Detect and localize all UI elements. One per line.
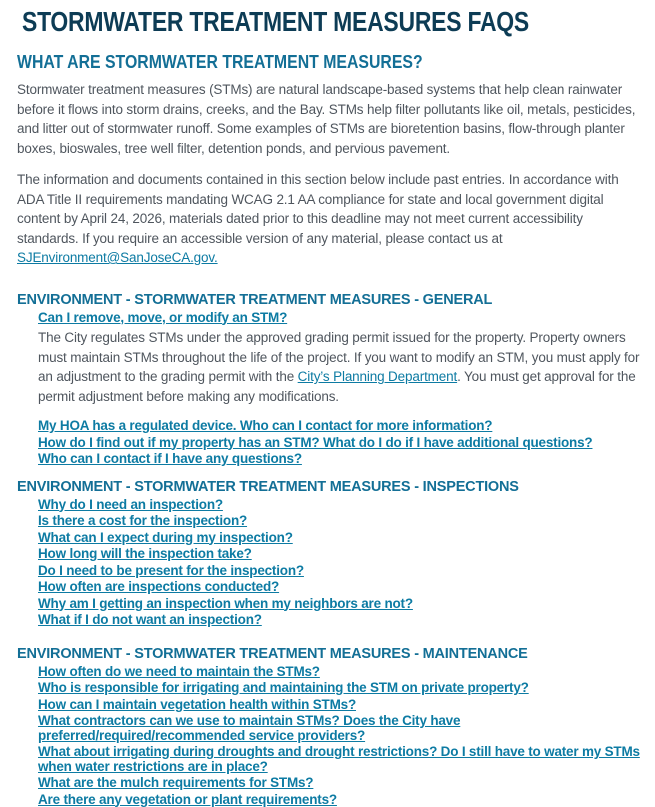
intro-paragraph-2-text: The information and documents contained in this section below include past entries. In accordance with ADA Title II requirements mandating WCAG 2.1 AA compliance for state and local government digital content by April 24, 2026, materials dated prior to this deadline may not meet current accessibility standards. If you require an accessible version of any material, please contact us at xyxy=(17,172,619,246)
section-general xyxy=(17,292,641,467)
intro-paragraph-2 xyxy=(17,170,641,268)
faq-question-link[interactable]: What can I expect during my inspection? xyxy=(38,531,641,546)
section-heading-inspections: ENVIRONMENT - STORMWATER TREATMENT MEASURES - INSPECTIONS xyxy=(17,479,641,496)
inspections-link-list xyxy=(38,498,641,628)
faq-question-link[interactable]: Who is responsible for irrigating and maintaining the STM on private property? xyxy=(38,681,641,696)
maintenance-link-list xyxy=(38,665,641,807)
faq-question-link[interactable]: What are the mulch requirements for STMs? xyxy=(38,776,641,791)
faq-question-link[interactable]: Do I need to be present for the inspection? xyxy=(38,564,641,579)
faq-question-link[interactable]: My HOA has a regulated device. Who can I contact for more information? xyxy=(38,419,641,434)
faq-question-link[interactable]: What contractors can we use to maintain STMs? Does the City have preferred/required/recommended service providers? xyxy=(38,714,641,743)
planning-department-link[interactable]: City’s Planning Department xyxy=(298,369,457,384)
general-link-list xyxy=(38,419,641,467)
faq-answer-text-after: . You must get approval for the permit adjustment before making any modifications. xyxy=(38,369,636,404)
intro-section xyxy=(17,38,641,268)
faq-question-link[interactable]: How often are inspections conducted? xyxy=(38,580,641,595)
faq-question-link[interactable]: Why am I getting an inspection when my neighbors are not? xyxy=(38,597,641,612)
section-inspections xyxy=(17,479,641,628)
faq-question-link[interactable]: How can I maintain vegetation health within STMs? xyxy=(38,698,641,713)
section-heading-general: ENVIRONMENT - STORMWATER TREATMENT MEASURES - GENERAL xyxy=(17,292,641,309)
faq-question-link[interactable]: How often do we need to maintain the STMs? xyxy=(38,665,641,680)
section-heading-maintenance: ENVIRONMENT - STORMWATER TREATMENT MEASURES - MAINTENANCE xyxy=(17,646,641,663)
faq-answer-text-before: The City regulates STMs under the approved grading permit issued for the property. Property owners must maintain STMs throughout the life of the project. If you want to modify an STM, you must apply for an adjustment to the grading permit with the xyxy=(38,330,639,384)
page-title: STORMWATER TREATMENT MEASURES FAQS xyxy=(22,6,529,38)
faq-answer xyxy=(38,328,641,406)
faq-question-link[interactable]: Who can I contact if I have any questions? xyxy=(38,452,641,467)
section-general-content xyxy=(38,311,641,467)
section-maintenance xyxy=(17,646,641,807)
faq-question-link[interactable]: Is there a cost for the inspection? xyxy=(38,514,641,529)
faq-question-link[interactable]: Why do I need an inspection? xyxy=(38,498,641,513)
email-link[interactable]: SJEnvironment@SanJoseCA.gov. xyxy=(17,250,218,265)
faq-question-link[interactable]: How long will the inspection take? xyxy=(38,547,641,562)
faq-question-link[interactable]: Can I remove, move, or modify an STM? xyxy=(38,311,641,326)
faq-question-link[interactable]: What if I do not want an inspection? xyxy=(38,613,641,628)
faq-question-link[interactable]: What about irrigating during droughts and drought restrictions? Do I still have to water my STMs when water restrictions are in place? xyxy=(38,745,641,774)
intro-heading: WHAT ARE STORMWATER TREATMENT MEASURES? xyxy=(17,52,423,72)
intro-paragraph-1: Stormwater treatment measures (STMs) are natural landscape-based systems that help clean rainwater before it flows into storm drains, creeks, and the Bay. STMs help filter pollutants like oil, metals, pesticides, and litter out of stormwater runoff. Some examples of STMs are bioretention basins, flow-through planter boxes, bioswales, tree well filter, detention ponds, and pervious pavement. xyxy=(17,80,641,158)
faq-question-link[interactable]: How do I find out if my property has an STM? What do I do if I have additional questions? xyxy=(38,436,641,451)
faq-question-link[interactable]: Are there any vegetation or plant requirements? xyxy=(38,793,641,807)
